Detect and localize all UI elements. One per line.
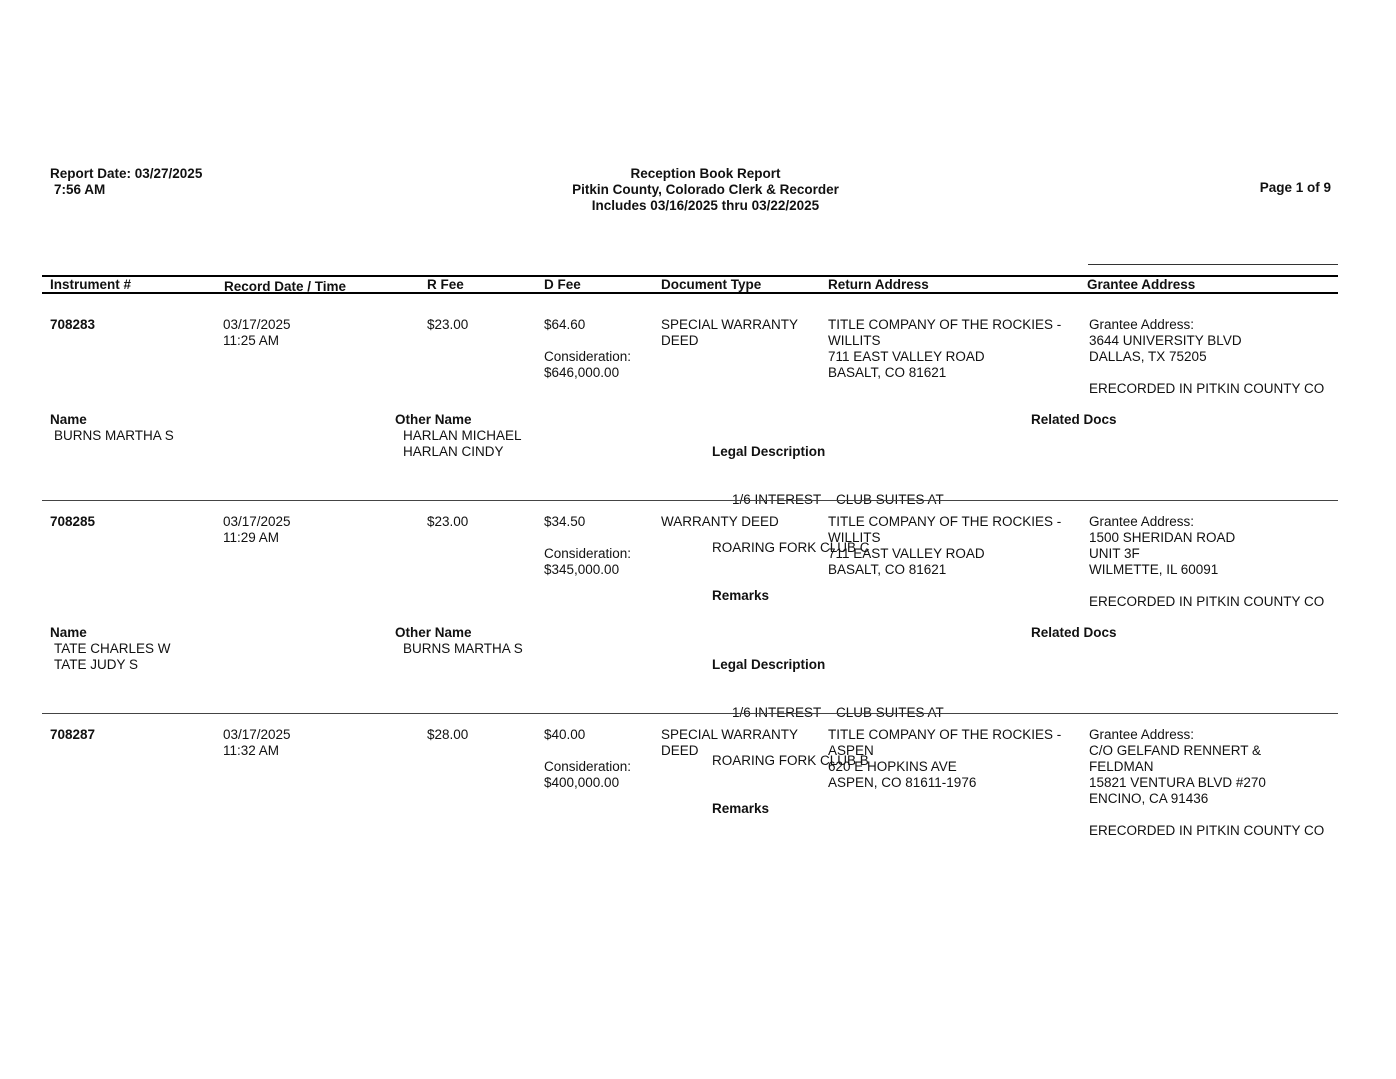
related-docs-label: Related Docs (1031, 625, 1117, 640)
record-date-time (223, 317, 291, 349)
report-date: Report Date: 03/27/2025 (50, 166, 203, 181)
col-document-type: Document Type (661, 277, 762, 292)
record-separator (42, 713, 1338, 714)
erecorded-note: ERECORDED IN PITKIN COUNTY CO (1089, 594, 1325, 609)
record-separator (42, 500, 1338, 501)
return-address: TITLE COMPANY OF THE ROCKIES - WILLITS 711 EAST VALLEY ROAD BASALT, CO 81621 (828, 317, 1062, 380)
record-date: 03/17/2025 (223, 727, 291, 742)
col-return-address: Return Address (828, 277, 929, 292)
col-record-date: Record Date / Time (224, 279, 347, 294)
d-fee: $34.50 (544, 514, 586, 529)
grantor-names: Name TATE CHARLES W TATE JUDY S (50, 625, 171, 672)
report-range: Includes 03/16/2025 thru 03/22/2025 (591, 198, 820, 213)
document-type: SPECIAL WARRANTY DEED (661, 317, 799, 348)
return-address: TITLE COMPANY OF THE ROCKIES - ASPEN 620 E HOPKINS AVE ASPEN, CO 81611-1976 (828, 727, 1062, 790)
record-time: 11:29 AM (223, 530, 280, 545)
erecorded-note: ERECORDED IN PITKIN COUNTY CO (1089, 381, 1325, 396)
document-type: SPECIAL WARRANTY DEED (661, 727, 799, 758)
grantee-address: Grantee Address: 1500 SHERIDAN ROAD UNIT 3F WILMETTE, IL 60091 ERECORDED IN PITKIN COUNTY CO (1089, 514, 1325, 609)
erecorded-note: ERECORDED IN PITKIN COUNTY CO (1089, 823, 1325, 838)
legal-description: Legal Description 1/6 INTEREST CLUB SUITES AT ROARING FORK CLUB B Remarks (712, 657, 944, 816)
other-names: Other Name BURNS MARTHA S (395, 625, 523, 656)
instrument-number: 708287 (50, 727, 96, 742)
record-time: 11:25 AM (223, 333, 280, 348)
consideration-label: Consideration: (544, 349, 632, 364)
instrument-number: 708283 (50, 317, 96, 332)
report-title: Reception Book Report (630, 166, 781, 181)
consideration-value: $400,000.00 (544, 775, 620, 790)
consideration-label: Consideration: (544, 759, 632, 774)
page-number: Page 1 of 9 (1259, 180, 1331, 195)
related-docs-label: Related Docs (1031, 412, 1117, 427)
record-date-time (223, 727, 291, 759)
d-fee-block (544, 317, 631, 381)
record-date: 03/17/2025 (223, 514, 291, 529)
record-time: 11:32 AM (223, 743, 280, 758)
r-fee: $28.00 (427, 727, 469, 742)
document-type: WARRANTY DEED (661, 514, 779, 529)
grantor-names: Name BURNS MARTHA S (50, 412, 174, 443)
d-fee: $40.00 (544, 727, 586, 742)
d-fee-block (544, 514, 631, 578)
col-d-fee: D Fee (544, 277, 581, 292)
col-grantee-address: Grantee Address (1087, 277, 1196, 292)
return-address: TITLE COMPANY OF THE ROCKIES - WILLITS 711 EAST VALLEY ROAD BASALT, CO 81621 (828, 514, 1062, 577)
record-date: 03/17/2025 (223, 317, 291, 332)
report-county: Pitkin County, Colorado Clerk & Recorder (572, 182, 839, 197)
col-instrument: Instrument # (50, 277, 132, 292)
report-time: 7:56 AM (54, 182, 106, 197)
remarks-label: Remarks (712, 588, 770, 603)
consideration-value: $646,000.00 (544, 365, 620, 380)
r-fee: $23.00 (427, 514, 469, 529)
record-date-time (223, 514, 291, 546)
legal-description: Legal Description 1/6 INTEREST CLUB SUITES AT ROARING FORK CLUB C Remarks (712, 444, 944, 603)
d-fee: $64.60 (544, 317, 586, 332)
remarks-label: Remarks (712, 801, 770, 816)
grantee-address: Grantee Address: 3644 UNIVERSITY BLVD DALLAS, TX 75205 ERECORDED IN PITKIN COUNTY CO (1089, 317, 1325, 396)
grantee-address: Grantee Address: C/O GELFAND RENNERT & FELDMAN 15821 VENTURA BLVD #270 ENCINO, CA 91436 ERECORDED IN PITKIN COUNTY CO (1089, 727, 1325, 838)
header-top-rule (1088, 264, 1338, 265)
consideration-label: Consideration: (544, 546, 632, 561)
other-names: Other Name HARLAN MICHAEL HARLAN CINDY (395, 412, 522, 459)
d-fee-block (544, 727, 631, 791)
consideration-value: $345,000.00 (544, 562, 620, 577)
report-title-block (0, 166, 1396, 214)
instrument-number: 708285 (50, 514, 96, 529)
r-fee: $23.00 (427, 317, 469, 332)
col-r-fee: R Fee (427, 277, 464, 292)
